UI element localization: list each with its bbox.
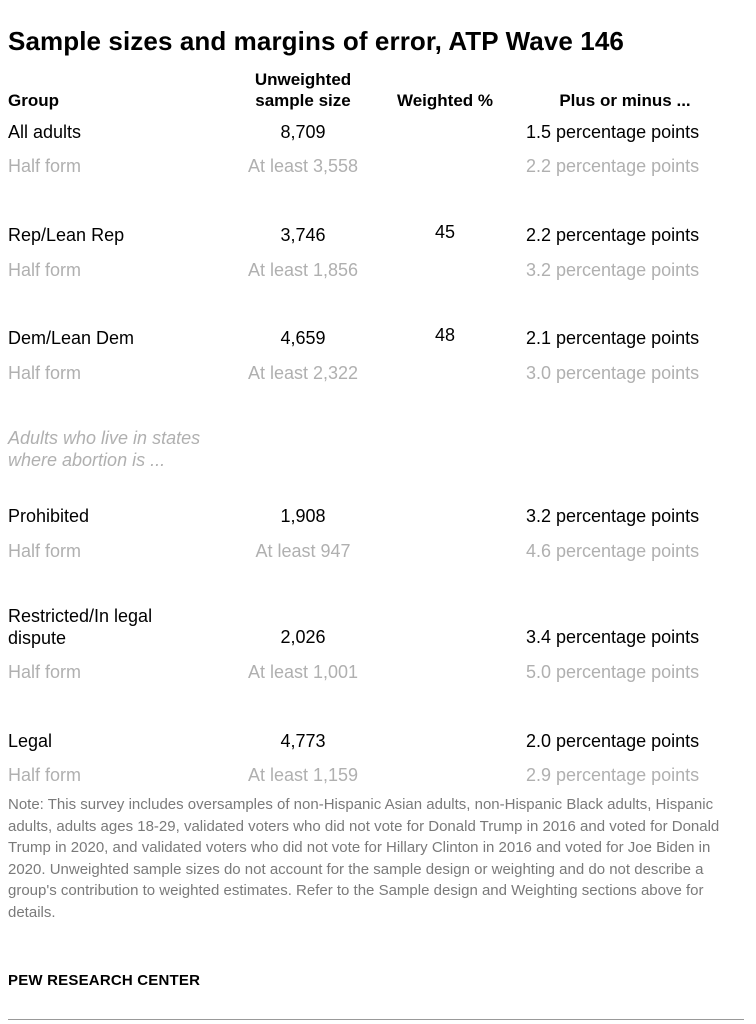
row-unweighted: At least 1,856 (247, 260, 359, 280)
header-group: Group (8, 91, 59, 110)
row-margin-of-error: 4.6 percentage points (526, 541, 700, 561)
row-unweighted: 8,709 (280, 122, 326, 142)
section-label-abortion-states: Adults who live in states where abortion is ... (8, 428, 201, 470)
row-group: Legal (8, 731, 53, 751)
row-unweighted: 4,659 (280, 328, 326, 348)
row-unweighted: 2,026 (280, 627, 326, 647)
row-unweighted: At least 1,159 (247, 765, 359, 785)
table-title: Sample sizes and margins of error, ATP Wave 146 (8, 26, 624, 56)
source-credit: PEW RESEARCH CENTER (8, 972, 201, 989)
row-group: Prohibited (8, 506, 90, 526)
row-margin-of-error: 3.4 percentage points (526, 627, 700, 647)
row-group: Rep/Lean Rep (8, 225, 125, 245)
row-margin-of-error: 5.0 percentage points (526, 662, 700, 682)
bottom-divider (8, 1019, 744, 1020)
row-margin-of-error: 3.2 percentage points (526, 506, 700, 526)
row-group: All adults (8, 122, 82, 142)
row-unweighted: 4,773 (280, 731, 326, 751)
row-group: Half form (8, 541, 82, 561)
row-unweighted: At least 947 (255, 541, 351, 561)
row-unweighted: At least 1,001 (247, 662, 359, 682)
row-weighted: 45 (434, 222, 456, 242)
row-unweighted: 3,746 (280, 225, 326, 245)
row-margin-of-error: 2.2 percentage points (526, 225, 700, 245)
table-note: Note: This survey includes oversamples of non-Hispanic Asian adults, non-Hispanic Black adults, Hispanic adults, adults ages 18-29, validated voters who did not vote for Donald Trump in 2016 and voted for Donald Trump in 2020, and validated voters who did not vote for Hillary Clinton in 2016 and voted for Joe Biden in 2020. Unweighted sample sizes do not account for the sample design or weighting and do not describe a group's contribution to weighted estimates. Refer to the Sample design and Weighting sections above for details. (8, 796, 720, 921)
row-weighted: 48 (434, 325, 456, 345)
row-unweighted: At least 3,558 (247, 156, 359, 176)
row-margin-of-error: 2.9 percentage points (526, 765, 700, 785)
row-margin-of-error: 2.0 percentage points (526, 731, 700, 751)
row-group: Half form (8, 765, 82, 785)
header-plus-or-minus: Plus or minus ... (559, 91, 691, 110)
row-group: Restricted/In legal dispute (8, 606, 153, 648)
row-margin-of-error: 2.1 percentage points (526, 328, 700, 348)
row-group: Half form (8, 363, 82, 383)
row-margin-of-error: 1.5 percentage points (526, 122, 700, 142)
row-margin-of-error: 2.2 percentage points (526, 156, 700, 176)
row-margin-of-error: 3.2 percentage points (526, 260, 700, 280)
row-unweighted: At least 2,322 (247, 363, 359, 383)
row-group: Dem/Lean Dem (8, 328, 135, 348)
row-group: Half form (8, 156, 82, 176)
row-group: Half form (8, 260, 82, 280)
row-unweighted: 1,908 (280, 506, 326, 526)
header-weighted-percent: Weighted % (396, 91, 494, 110)
row-group: Half form (8, 662, 82, 682)
row-margin-of-error: 3.0 percentage points (526, 363, 700, 383)
header-unweighted-sample-size: Unweighted sample size (254, 70, 352, 110)
